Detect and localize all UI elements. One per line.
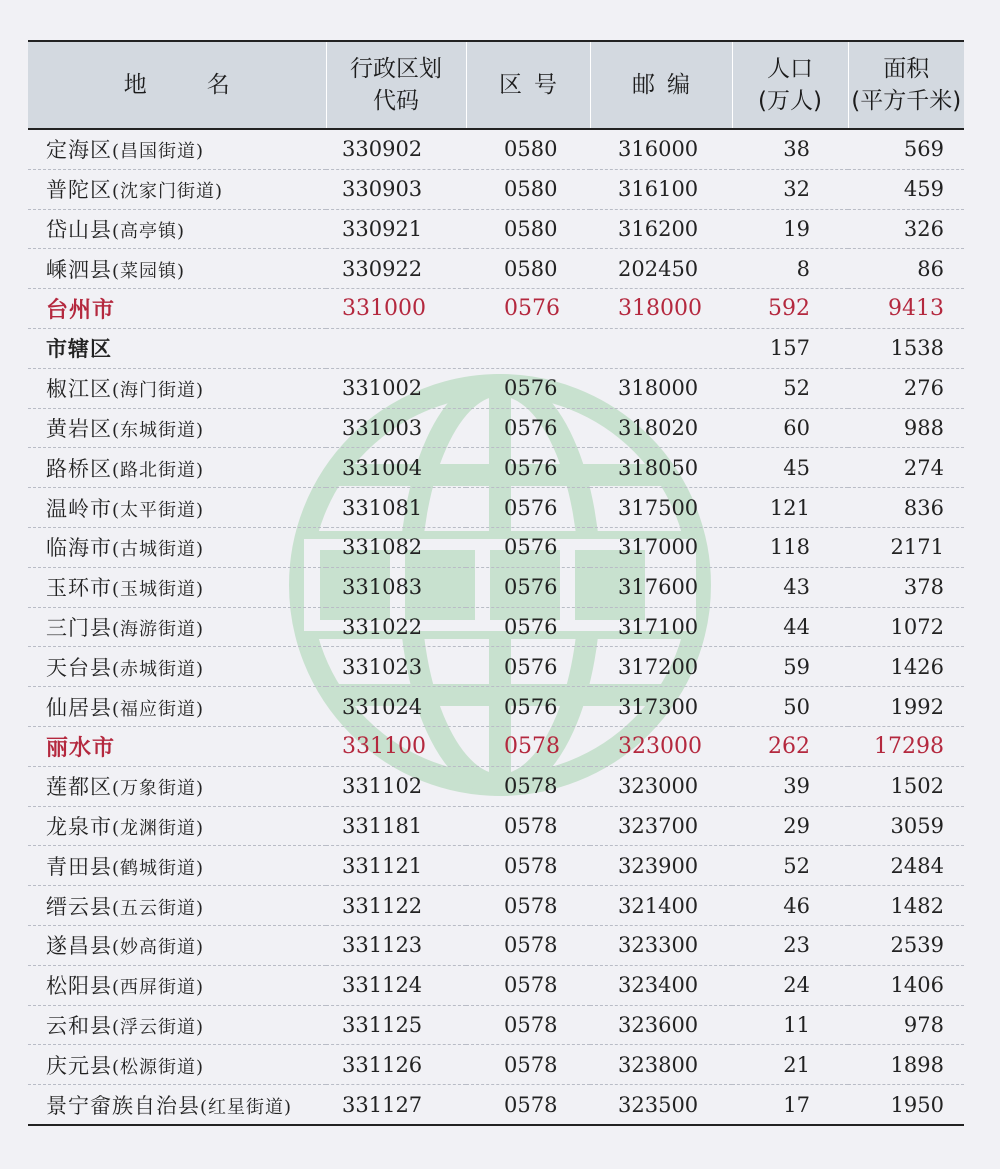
- cell-place-name: [28, 1005, 326, 1045]
- table-row: [28, 726, 964, 766]
- cell-place-name: [28, 368, 326, 408]
- cell-area-code: 0580: [466, 129, 590, 169]
- cell-population: 121: [732, 488, 848, 528]
- cell-postcode: 316200: [590, 209, 732, 249]
- cell-population: 60: [732, 408, 848, 448]
- cell-division-code: 331003: [326, 408, 466, 448]
- cell-population: 19: [732, 209, 848, 249]
- cell-postcode: 323900: [590, 846, 732, 886]
- cell-area-code: 0578: [466, 886, 590, 926]
- place-name: 松阳县: [46, 974, 112, 999]
- cell-population: 262: [732, 726, 848, 766]
- seat-name: (高亭镇): [112, 220, 186, 242]
- cell-area: 2539: [848, 925, 964, 965]
- cell-place-name: [28, 726, 326, 766]
- cell-area: 1502: [848, 766, 964, 806]
- data-table-container: [28, 40, 964, 1126]
- cell-division-code: 331121: [326, 846, 466, 886]
- cell-area-code: 0576: [466, 368, 590, 408]
- cell-postcode: 317000: [590, 527, 732, 567]
- cell-area: 2484: [848, 846, 964, 886]
- header-population: [732, 41, 848, 129]
- cell-area-code: 0578: [466, 846, 590, 886]
- cell-area: 3059: [848, 806, 964, 846]
- place-name: 岱山县: [46, 217, 112, 242]
- seat-name: (万象街道): [112, 778, 205, 800]
- place-name: 仙居县: [46, 695, 112, 720]
- table-row: [28, 806, 964, 846]
- cell-area-code: 0578: [466, 766, 590, 806]
- cell-population: 59: [732, 647, 848, 687]
- place-name: 丽水市: [46, 735, 116, 761]
- cell-place-name: [28, 806, 326, 846]
- place-name: 定海区: [46, 138, 112, 163]
- cell-area-code: 0578: [466, 965, 590, 1005]
- cell-area: 1426: [848, 647, 964, 687]
- table-row: [28, 488, 964, 528]
- cell-area: 274: [848, 448, 964, 488]
- cell-division-code: 331000: [326, 289, 466, 329]
- cell-place-name: [28, 328, 326, 368]
- cell-place-name: [28, 647, 326, 687]
- cell-population: 43: [732, 567, 848, 607]
- cell-division-code: 330921: [326, 209, 466, 249]
- cell-area-code: 0576: [466, 408, 590, 448]
- cell-place-name: [28, 527, 326, 567]
- cell-division-code: 331100: [326, 726, 466, 766]
- cell-postcode: 318000: [590, 368, 732, 408]
- cell-place-name: [28, 607, 326, 647]
- cell-area: 1072: [848, 607, 964, 647]
- table-row: [28, 567, 964, 607]
- cell-place-name: [28, 965, 326, 1005]
- cell-postcode: 317300: [590, 687, 732, 727]
- table-header-row: [28, 41, 964, 129]
- place-name: 玉环市: [46, 576, 112, 601]
- cell-area: 9413: [848, 289, 964, 329]
- cell-division-code: 330902: [326, 129, 466, 169]
- table-row: [28, 527, 964, 567]
- cell-area: 1992: [848, 687, 964, 727]
- cell-postcode: 323800: [590, 1045, 732, 1085]
- table-row: [28, 289, 964, 329]
- table-row: [28, 647, 964, 687]
- seat-name: (西屏街道): [112, 977, 205, 999]
- table-row: [28, 607, 964, 647]
- header-population-line1: 人口: [767, 56, 813, 82]
- seat-name: (海游街道): [112, 618, 205, 640]
- cell-population: 39: [732, 766, 848, 806]
- place-name: 临海市: [46, 536, 112, 561]
- table-row: [28, 328, 964, 368]
- header-population-line2: (万人): [758, 88, 822, 114]
- cell-division-code: 331083: [326, 567, 466, 607]
- table-row: [28, 209, 964, 249]
- cell-population: 592: [732, 289, 848, 329]
- place-name: 遂昌县: [46, 934, 112, 959]
- seat-name: (玉城街道): [112, 579, 205, 601]
- header-area: [848, 41, 964, 129]
- cell-area-code: 0576: [466, 647, 590, 687]
- cell-postcode: 323000: [590, 766, 732, 806]
- place-name: 天台县: [46, 655, 112, 680]
- cell-division-code: [326, 328, 466, 368]
- cell-division-code: 331102: [326, 766, 466, 806]
- cell-area: 1482: [848, 886, 964, 926]
- header-name: 地名: [28, 41, 326, 129]
- table-row: [28, 965, 964, 1005]
- header-division-code-line1: 行政区划: [350, 56, 442, 82]
- cell-population: 8: [732, 249, 848, 289]
- cell-division-code: 331122: [326, 886, 466, 926]
- cell-division-code: 331082: [326, 527, 466, 567]
- cell-population: 44: [732, 607, 848, 647]
- cell-postcode: 316000: [590, 129, 732, 169]
- cell-area: 86: [848, 249, 964, 289]
- admin-division-table: [28, 40, 964, 1126]
- place-name: 云和县: [46, 1013, 112, 1038]
- cell-place-name: [28, 129, 326, 169]
- cell-population: 45: [732, 448, 848, 488]
- cell-division-code: 330903: [326, 169, 466, 209]
- table-row: [28, 368, 964, 408]
- cell-population: 32: [732, 169, 848, 209]
- cell-area-code: 0578: [466, 806, 590, 846]
- cell-division-code: 331181: [326, 806, 466, 846]
- cell-area: 459: [848, 169, 964, 209]
- seat-name: (红星街道): [200, 1096, 293, 1118]
- cell-division-code: 331023: [326, 647, 466, 687]
- cell-area-code: [466, 328, 590, 368]
- table-row: [28, 886, 964, 926]
- cell-area-code: 0578: [466, 1085, 590, 1125]
- place-name: 市辖区: [46, 337, 112, 362]
- table-row: [28, 846, 964, 886]
- table-row: [28, 169, 964, 209]
- cell-postcode: 318020: [590, 408, 732, 448]
- cell-division-code: 331004: [326, 448, 466, 488]
- cell-population: 52: [732, 368, 848, 408]
- cell-area: 988: [848, 408, 964, 448]
- cell-area: 1538: [848, 328, 964, 368]
- cell-population: 157: [732, 328, 848, 368]
- cell-area-code: 0578: [466, 925, 590, 965]
- cell-area: 17298: [848, 726, 964, 766]
- cell-area: 326: [848, 209, 964, 249]
- table-row: [28, 448, 964, 488]
- cell-place-name: [28, 766, 326, 806]
- cell-area-code: 0580: [466, 249, 590, 289]
- table-row: [28, 1005, 964, 1045]
- cell-place-name: [28, 687, 326, 727]
- cell-population: 118: [732, 527, 848, 567]
- table-row: [28, 129, 964, 169]
- seat-name: (妙高街道): [112, 937, 205, 959]
- table-row: [28, 925, 964, 965]
- table-row: [28, 766, 964, 806]
- table-row: [28, 249, 964, 289]
- cell-postcode: 321400: [590, 886, 732, 926]
- cell-area-code: 0578: [466, 726, 590, 766]
- seat-name: (海门街道): [112, 380, 205, 402]
- place-name: 三门县: [46, 615, 112, 640]
- cell-place-name: [28, 448, 326, 488]
- cell-division-code: 331124: [326, 965, 466, 1005]
- cell-division-code: 331125: [326, 1005, 466, 1045]
- cell-place-name: [28, 169, 326, 209]
- seat-name: (东城街道): [112, 419, 205, 441]
- cell-place-name: [28, 289, 326, 329]
- cell-place-name: [28, 925, 326, 965]
- cell-area-code: 0576: [466, 607, 590, 647]
- cell-area-code: 0576: [466, 448, 590, 488]
- header-division-code-line2: 代码: [373, 88, 419, 114]
- cell-population: 17: [732, 1085, 848, 1125]
- seat-name: (昌国街道): [112, 141, 205, 163]
- cell-place-name: [28, 408, 326, 448]
- cell-area: 2171: [848, 527, 964, 567]
- header-area-line2: (平方千米): [851, 88, 962, 114]
- cell-area-code: 0576: [466, 488, 590, 528]
- place-name: 龙泉市: [46, 814, 112, 839]
- cell-population: 23: [732, 925, 848, 965]
- place-name: 温岭市: [46, 496, 112, 521]
- cell-place-name: [28, 1085, 326, 1125]
- cell-population: 11: [732, 1005, 848, 1045]
- cell-area-code: 0580: [466, 209, 590, 249]
- cell-division-code: 331123: [326, 925, 466, 965]
- cell-postcode: 316100: [590, 169, 732, 209]
- cell-area-code: 0576: [466, 527, 590, 567]
- cell-population: 24: [732, 965, 848, 1005]
- place-name: 莲都区: [46, 775, 112, 800]
- place-name: 路桥区: [46, 456, 112, 481]
- cell-division-code: 331126: [326, 1045, 466, 1085]
- place-name: 椒江区: [46, 377, 112, 402]
- cell-area: 1898: [848, 1045, 964, 1085]
- cell-area: 978: [848, 1005, 964, 1045]
- header-area-code: 区号: [466, 41, 590, 129]
- table-row: [28, 408, 964, 448]
- cell-area: 1406: [848, 965, 964, 1005]
- seat-name: (路北街道): [112, 459, 205, 481]
- cell-place-name: [28, 886, 326, 926]
- cell-place-name: [28, 209, 326, 249]
- header-division-code: [326, 41, 466, 129]
- place-name: 庆元县: [46, 1053, 112, 1078]
- cell-place-name: [28, 1045, 326, 1085]
- seat-name: (松源街道): [112, 1056, 205, 1078]
- cell-area: 569: [848, 129, 964, 169]
- cell-postcode: 323700: [590, 806, 732, 846]
- table-row: [28, 1085, 964, 1125]
- cell-population: 52: [732, 846, 848, 886]
- cell-area-code: 0580: [466, 169, 590, 209]
- seat-name: (福应街道): [112, 698, 205, 720]
- place-name: 景宁畲族自治县: [46, 1093, 200, 1118]
- seat-name: (古城街道): [112, 539, 205, 561]
- place-name: 普陀区: [46, 178, 112, 203]
- table-row: [28, 687, 964, 727]
- cell-postcode: 323300: [590, 925, 732, 965]
- cell-postcode: 323000: [590, 726, 732, 766]
- seat-name: (太平街道): [112, 499, 205, 521]
- cell-area-code: 0578: [466, 1005, 590, 1045]
- place-name: 黄岩区: [46, 416, 112, 441]
- cell-area-code: 0576: [466, 567, 590, 607]
- cell-division-code: 331024: [326, 687, 466, 727]
- seat-name: (鹤城街道): [112, 857, 205, 879]
- cell-postcode: 317100: [590, 607, 732, 647]
- seat-name: (赤城街道): [112, 658, 205, 680]
- cell-area: 378: [848, 567, 964, 607]
- cell-population: 38: [732, 129, 848, 169]
- cell-postcode: 323400: [590, 965, 732, 1005]
- cell-population: 29: [732, 806, 848, 846]
- cell-postcode: 317500: [590, 488, 732, 528]
- cell-population: 46: [732, 886, 848, 926]
- cell-place-name: [28, 846, 326, 886]
- place-name: 嵊泗县: [46, 257, 112, 282]
- cell-postcode: 323500: [590, 1085, 732, 1125]
- cell-postcode: [590, 328, 732, 368]
- cell-postcode: 318050: [590, 448, 732, 488]
- seat-name: (五云街道): [112, 897, 205, 919]
- cell-place-name: [28, 249, 326, 289]
- cell-division-code: 331127: [326, 1085, 466, 1125]
- cell-area: 1950: [848, 1085, 964, 1125]
- cell-area: 836: [848, 488, 964, 528]
- place-name: 缙云县: [46, 894, 112, 919]
- cell-postcode: 318000: [590, 289, 732, 329]
- cell-division-code: 331081: [326, 488, 466, 528]
- place-name: 青田县: [46, 854, 112, 879]
- cell-area-code: 0576: [466, 687, 590, 727]
- cell-postcode: 317200: [590, 647, 732, 687]
- table-row: [28, 1045, 964, 1085]
- cell-population: 50: [732, 687, 848, 727]
- seat-name: (菜园镇): [112, 260, 186, 282]
- place-name: 台州市: [46, 298, 116, 324]
- header-postcode: 邮编: [590, 41, 732, 129]
- cell-division-code: 331022: [326, 607, 466, 647]
- cell-area-code: 0576: [466, 289, 590, 329]
- cell-division-code: 331002: [326, 368, 466, 408]
- cell-place-name: [28, 567, 326, 607]
- cell-division-code: 330922: [326, 249, 466, 289]
- seat-name: (龙渊街道): [112, 817, 205, 839]
- cell-postcode: 323600: [590, 1005, 732, 1045]
- cell-place-name: [28, 488, 326, 528]
- seat-name: (沈家门街道): [112, 181, 224, 203]
- cell-postcode: 202450: [590, 249, 732, 289]
- cell-area: 276: [848, 368, 964, 408]
- table-body: [28, 129, 964, 1125]
- cell-postcode: 317600: [590, 567, 732, 607]
- seat-name: (浮云街道): [112, 1016, 205, 1038]
- cell-area-code: 0578: [466, 1045, 590, 1085]
- cell-population: 21: [732, 1045, 848, 1085]
- header-area-line1: 面积: [883, 56, 930, 82]
